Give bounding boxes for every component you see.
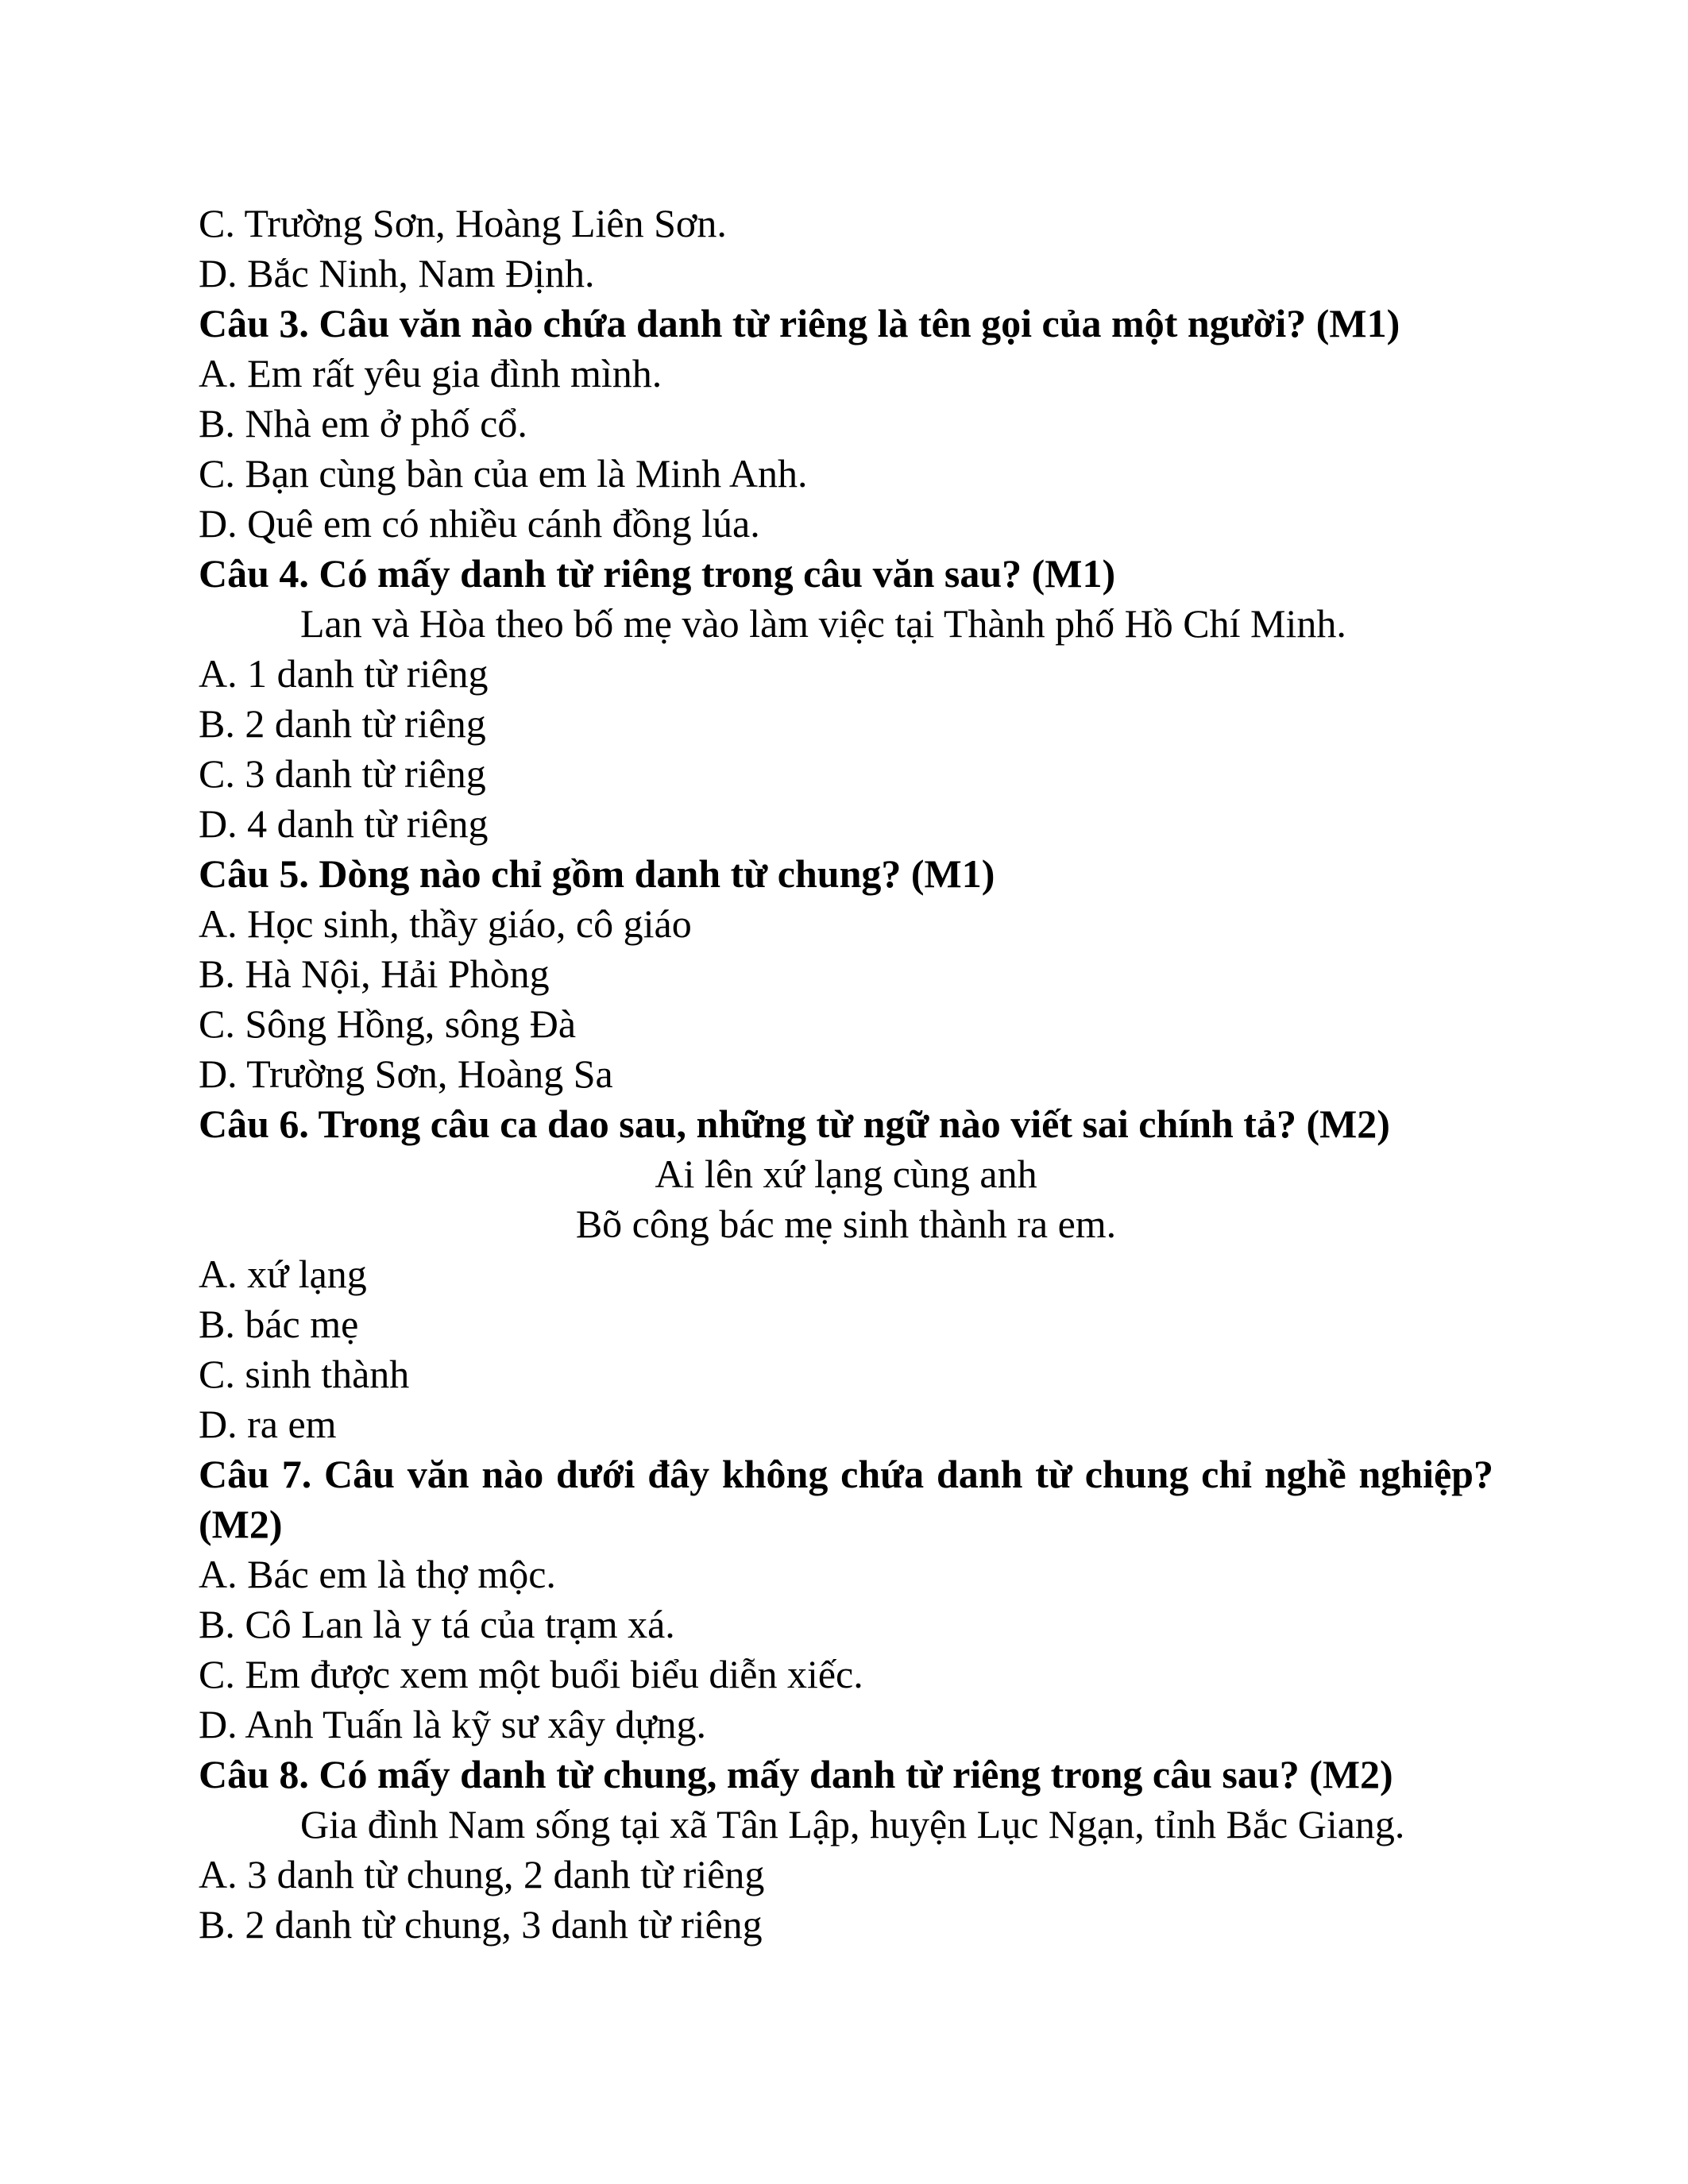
answer-option: C. 3 danh từ riêng [199, 751, 486, 796]
answer-option: C. Em được xem một buổi biểu diễn xiếc. [199, 1652, 863, 1696]
answer-option: D. Bắc Ninh, Nam Định. [199, 251, 595, 295]
answer-option: B. Nhà em ở phố cổ. [199, 401, 527, 446]
question-heading: Câu 4. Có mấy danh từ riêng trong câu văn sau? (M1) [199, 551, 1116, 596]
question-heading: Câu 6. Trong câu ca dao sau, những từ ngữ nào viết sai chính tả? (M2) [199, 1102, 1390, 1146]
verse-line: Bõ công bác mẹ sinh thành ra em. [575, 1202, 1117, 1246]
answer-option: B. Hà Nội, Hải Phòng [199, 951, 550, 996]
answer-option: C. sinh thành [199, 1352, 410, 1396]
answer-option: D. Trường Sơn, Hoàng Sa [199, 1051, 613, 1096]
answer-option: A. 3 danh từ chung, 2 danh từ riêng [199, 1852, 765, 1897]
answer-option: A. Học sinh, thầy giáo, cô giáo [199, 901, 692, 946]
answer-option: A. 1 danh từ riêng [199, 651, 489, 696]
answer-option: B. 2 danh từ riêng [199, 701, 486, 746]
question-heading-continuation: (M2) [199, 1502, 283, 1546]
answer-option: D. 4 danh từ riêng [199, 801, 489, 846]
question-heading: Câu 3. Câu văn nào chứa danh từ riêng là tên gọi của một người? (M1) [199, 301, 1400, 345]
question-heading: Câu 5. Dòng nào chỉ gồm danh từ chung? (M1) [199, 851, 995, 896]
answer-option: B. bác mẹ [199, 1302, 359, 1346]
question-heading: Câu 8. Có mấy danh từ chung, mấy danh từ riêng trong câu sau? (M2) [199, 1752, 1393, 1796]
answer-option: A. xứ lạng [199, 1252, 367, 1296]
answer-option: C. Sông Hồng, sông Đà [199, 1001, 577, 1046]
document-body [199, 199, 1493, 1950]
verse-line: Ai lên xứ lạng cùng anh [655, 1152, 1037, 1196]
answer-option: A. Em rất yêu gia đình mình. [199, 351, 662, 396]
answer-option: C. Bạn cùng bàn của em là Minh Anh. [199, 451, 808, 496]
example-sentence: Lan và Hòa theo bố mẹ vào làm việc tại Thành phố Hồ Chí Minh. [300, 601, 1346, 646]
question-heading: Câu 7. Câu văn nào dưới đây không chứa danh từ chung chỉ nghề nghiệp? [199, 1452, 1493, 1496]
answer-option: D. ra em [199, 1402, 337, 1446]
answer-option: B. Cô Lan là y tá của trạm xá. [199, 1602, 675, 1646]
example-sentence: Gia đình Nam sống tại xã Tân Lập, huyện Lục Ngạn, tỉnh Bắc Giang. [300, 1802, 1405, 1846]
answer-option: A. Bác em là thợ mộc. [199, 1552, 556, 1596]
answer-option: C. Trường Sơn, Hoàng Liên Sơn. [199, 201, 727, 245]
answer-option: B. 2 danh từ chung, 3 danh từ riêng [199, 1902, 763, 1947]
answer-option: D. Quê em có nhiều cánh đồng lúa. [199, 501, 760, 546]
answer-option: D. Anh Tuấn là kỹ sư xây dựng. [199, 1702, 706, 1746]
